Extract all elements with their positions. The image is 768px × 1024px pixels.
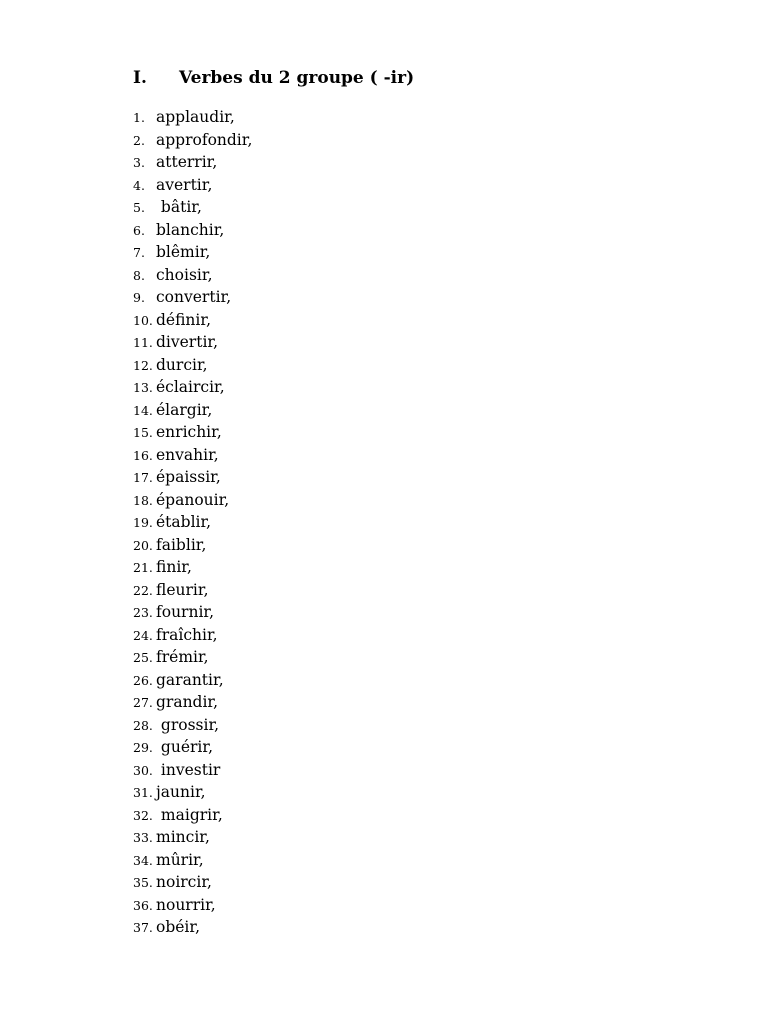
list-item [133, 264, 252, 287]
list-item [133, 826, 252, 849]
list-item-verb: mûrir, [156, 850, 204, 869]
list-item-verb: finir, [156, 558, 192, 576]
list-item-verb: envahir, [156, 445, 219, 464]
list-item-number: 37. [133, 920, 153, 935]
list-item [133, 489, 252, 512]
list-item-number: 11. [133, 335, 153, 350]
list-item [133, 241, 252, 264]
list-item-verb: garantir, [156, 670, 224, 689]
list-item-number: 20. [133, 537, 153, 553]
list-item-verb: atterrir, [156, 153, 218, 171]
list-item [133, 399, 252, 422]
list-item-number: 2. [133, 132, 145, 148]
list-item-number: 15. [133, 425, 153, 440]
list-item [133, 421, 252, 444]
list-item-verb: enrichir, [156, 423, 222, 441]
list-item-number: 26. [133, 672, 153, 688]
list-item-verb: convertir, [156, 288, 232, 306]
list-item-number: 25. [133, 650, 153, 665]
list-item [133, 174, 252, 197]
list-item [133, 466, 252, 489]
section-number: I. [133, 68, 147, 88]
list-item-number: 27. [133, 695, 153, 710]
list-item-verb: guérir, [156, 738, 214, 756]
list-item [133, 151, 252, 174]
list-item-number: 36. [133, 897, 153, 913]
list-item-number: 22. [133, 582, 153, 598]
list-item [133, 894, 252, 917]
list-item-verb: frémir, [156, 648, 209, 666]
list-item [133, 624, 252, 647]
list-item-number: 14. [133, 402, 153, 418]
list-item [133, 759, 252, 782]
list-item-number: 5. [133, 200, 145, 215]
list-item [133, 804, 252, 827]
list-item [133, 556, 252, 579]
list-item-verb: établir, [156, 513, 212, 531]
list-item-number: 21. [133, 560, 153, 575]
list-item-number: 4. [133, 177, 145, 193]
list-item-number: 13. [133, 380, 153, 395]
section-title: Verbes du 2 groupe ( -ir) [179, 68, 415, 88]
list-item [133, 196, 252, 219]
list-item-verb: éclaircir, [156, 378, 225, 396]
list-item-verb: épaissir, [156, 468, 221, 486]
list-item-number: 34. [133, 852, 153, 868]
list-item-verb: fraîchir, [156, 625, 218, 644]
list-item-verb: approfondir, [156, 130, 253, 149]
list-item-verb: grossir, [156, 715, 220, 734]
list-item [133, 691, 252, 714]
list-item [133, 714, 252, 737]
list-item [133, 849, 252, 872]
list-item [133, 871, 252, 894]
list-item-number: 6. [133, 222, 145, 238]
list-item-number: 8. [133, 267, 145, 283]
list-item [133, 669, 252, 692]
list-item [133, 781, 252, 804]
list-item-number: 19. [133, 515, 153, 530]
section-heading [133, 66, 414, 90]
list-item [133, 534, 252, 557]
list-item-number: 18. [133, 492, 153, 508]
list-item-verb: définir, [156, 310, 212, 329]
list-item-number: 32. [133, 807, 153, 823]
list-item [133, 601, 252, 624]
list-item [133, 646, 252, 669]
list-item-verb: divertir, [156, 333, 219, 351]
list-item-verb: nourrir, [156, 895, 216, 914]
list-item-verb: mincir, [156, 828, 210, 846]
list-item-verb: grandir, [156, 693, 219, 711]
list-item-number: 12. [133, 357, 153, 373]
list-item-number: 10. [133, 312, 153, 328]
list-item-number: 9. [133, 290, 145, 305]
list-item-verb: investir [156, 760, 221, 779]
list-item-number: 33. [133, 830, 153, 845]
list-item-verb: jaunir, [156, 783, 206, 801]
list-item-verb: blanchir, [156, 220, 225, 239]
list-item [133, 736, 252, 759]
list-item-verb: bâtir, [156, 198, 202, 216]
list-item [133, 444, 252, 467]
list-item [133, 286, 252, 309]
list-item-number: 29. [133, 740, 153, 755]
list-item-verb: fleurir, [156, 580, 209, 599]
list-item-verb: faiblir, [156, 535, 207, 554]
list-item [133, 309, 252, 332]
list-item [133, 219, 252, 242]
list-item-number: 30. [133, 762, 153, 778]
list-item-number: 17. [133, 470, 153, 485]
list-item-number: 23. [133, 605, 153, 620]
list-item-number: 31. [133, 785, 153, 800]
list-item-verb: élargir, [156, 400, 213, 419]
list-item [133, 376, 252, 399]
list-item-verb: épanouir, [156, 490, 230, 509]
list-item [133, 106, 252, 129]
list-item-verb: choisir, [156, 265, 213, 284]
list-item [133, 916, 252, 939]
list-item-verb: durcir, [156, 355, 208, 374]
list-item-verb: maigrir, [156, 805, 223, 824]
list-item-verb: obéir, [156, 918, 201, 936]
list-item-number: 35. [133, 875, 153, 890]
list-item-number: 16. [133, 447, 153, 463]
list-item-verb: fournir, [156, 603, 215, 621]
list-item-number: 24. [133, 627, 153, 643]
list-item-number: 28. [133, 717, 153, 733]
list-item [133, 129, 252, 152]
list-item [133, 579, 252, 602]
list-item [133, 511, 252, 534]
list-item-verb: noircir, [156, 873, 212, 891]
list-item-verb: avertir, [156, 175, 213, 194]
list-item [133, 331, 252, 354]
list-item-number: 3. [133, 155, 145, 170]
list-item [133, 354, 252, 377]
verb-list [133, 106, 252, 939]
list-item-verb: blêmir, [156, 243, 211, 261]
list-item-verb: applaudir, [156, 108, 235, 126]
list-item-number: 7. [133, 245, 145, 260]
list-item-number: 1. [133, 110, 145, 125]
